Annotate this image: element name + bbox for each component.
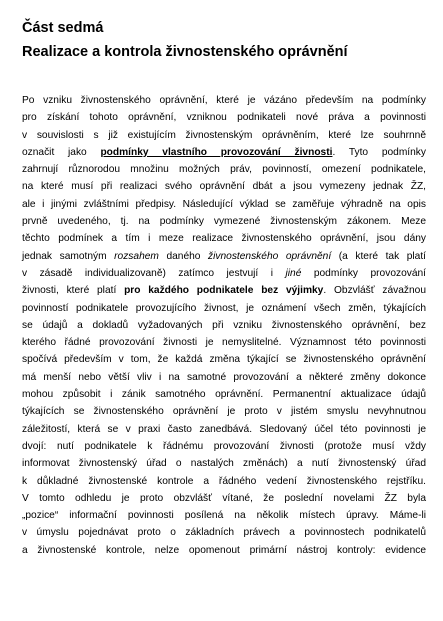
text-line: [22, 230, 426, 247]
text-span: mohou způsobit i zánik samotného oprávnění. Permanentní aktualizace údajů: [22, 389, 426, 401]
text-span: (a které tak platí: [331, 250, 427, 262]
text-line: [22, 161, 426, 178]
text-line: [22, 213, 426, 230]
text-span: a živnostenské kontrole, nelze opomenout primární nástroj kontroly: evidence: [22, 544, 426, 556]
text-line: [22, 421, 426, 438]
text-span: týkajících se živnostenského oprávnění je proto v jistém smyslu nevyhnutnou: [22, 406, 426, 418]
text-span: živnosti, které platí: [22, 285, 125, 297]
emphasized-text: pro každého podnikatele bez výjimky: [124, 285, 324, 297]
text-line: [22, 265, 426, 282]
text-line: [22, 386, 426, 403]
text-span: označit jako: [22, 146, 101, 158]
text-span: pro získání tohoto oprávnění, vzniknou podnikateli nové práva a povinnosti: [22, 112, 426, 124]
body-paragraph: [22, 92, 426, 559]
text-span: těchto podmínek a tím i meze realizace živnostenského oprávnění, jsou dány: [22, 233, 426, 245]
text-span: se údajů a dokladů vyžadovaných při vzniku živnostenského oprávnění, bez: [22, 319, 426, 331]
text-line: [22, 438, 426, 455]
chapter-title: Realizace a kontrola živnostenského oprávnění: [22, 44, 348, 60]
text-line: [22, 178, 426, 195]
text-span: záležitostí, která se v praxi často zanedbává. Sledovaný účel této povinnosti je: [22, 423, 426, 435]
text-span: Po vzniku živnostenského oprávnění, které je vázáno především na podmínky: [22, 95, 426, 106]
text-span: na které musí při realizaci svého oprávnění dbát a jsou vymezeny jednak ŽZ,: [22, 181, 426, 193]
text-line: [22, 524, 426, 541]
text-span: spočívá především v tom, že každá změna týkající se živnostenského oprávnění: [22, 354, 426, 366]
text-span: v úmyslu pojednávat proto o základních právech a povinnostech podnikatelů: [22, 527, 426, 539]
text-line: [22, 403, 426, 420]
text-span: informovat živnostenský úřad o nastalých změnách) a nutí živnostenský úřad: [22, 458, 426, 470]
text-line: [22, 109, 426, 126]
text-span: k důkladné živnostenské kontrole a řádného vedení živnostenského rejstříku.: [22, 475, 426, 487]
text-span: má menší nebo větší vliv i na samotné provozování a některé změny dokonce: [22, 371, 426, 383]
text-span: V tomto odhledu je proto obzvlášť vítané, že poslední novelami ŽZ byla: [22, 492, 426, 504]
text-line: [22, 490, 426, 507]
text-line: [22, 473, 426, 490]
text-line: [22, 300, 426, 317]
text-span: „pozice“ informační povinnosti posílená na několik místech úpravy. Máme-li: [22, 510, 426, 522]
text-span: podmínky provozování: [301, 267, 427, 279]
text-line: [22, 248, 426, 265]
text-span: v souvislosti s již existujícím živnostenským oprávněním, které lze souhrnně: [22, 129, 426, 141]
text-line: [22, 144, 426, 161]
text-line: [22, 282, 426, 299]
text-span: kterého řádné provozování živnosti je nemyslitelné. Významnost této povinnosti: [22, 337, 426, 349]
text-line: [22, 196, 426, 213]
text-span: daného: [158, 250, 209, 262]
text-span: dvojí: nutí podnikatele k řádnému provozování živnosti (protože musí vždy: [22, 440, 426, 452]
text-line: [22, 455, 426, 472]
text-span: prvně uvedeného, tj. na podmínky vymezené živnostenským zákonem. Meze: [22, 216, 426, 228]
text-span: povinností podnikatele provozujícího živnost, je oznámení všech změn, týkajících: [22, 302, 426, 314]
emphasized-text: živnostenského oprávnění: [208, 250, 332, 262]
emphasized-text: rozsahem: [114, 250, 159, 262]
text-line: [22, 542, 426, 559]
part-title: Část sedmá: [22, 20, 104, 36]
text-span: . Obzvlášť závažnou: [323, 285, 426, 297]
text-line: [22, 351, 426, 368]
text-line: [22, 317, 426, 334]
text-span: zahrnují různorodou množinu možných práv, povinností, omezení podnikatele,: [22, 164, 426, 176]
text-span: jednak samotným: [22, 250, 115, 262]
text-line: [22, 92, 426, 109]
text-span: . Tyto podmínky: [332, 146, 426, 158]
text-span: ale i jinými zvláštními předpisy. Následující výklad se zaměřuje výhradně na opis: [22, 198, 426, 210]
text-line: [22, 369, 426, 386]
emphasized-text: jiné: [285, 267, 302, 279]
text-line: [22, 127, 426, 144]
text-line: [22, 334, 426, 351]
text-line: [22, 507, 426, 524]
emphasized-text: podmínky vlastního provozování živnosti: [100, 146, 333, 158]
text-span: v zásadě individualizovaně) zatímco jestvují i: [22, 267, 286, 279]
